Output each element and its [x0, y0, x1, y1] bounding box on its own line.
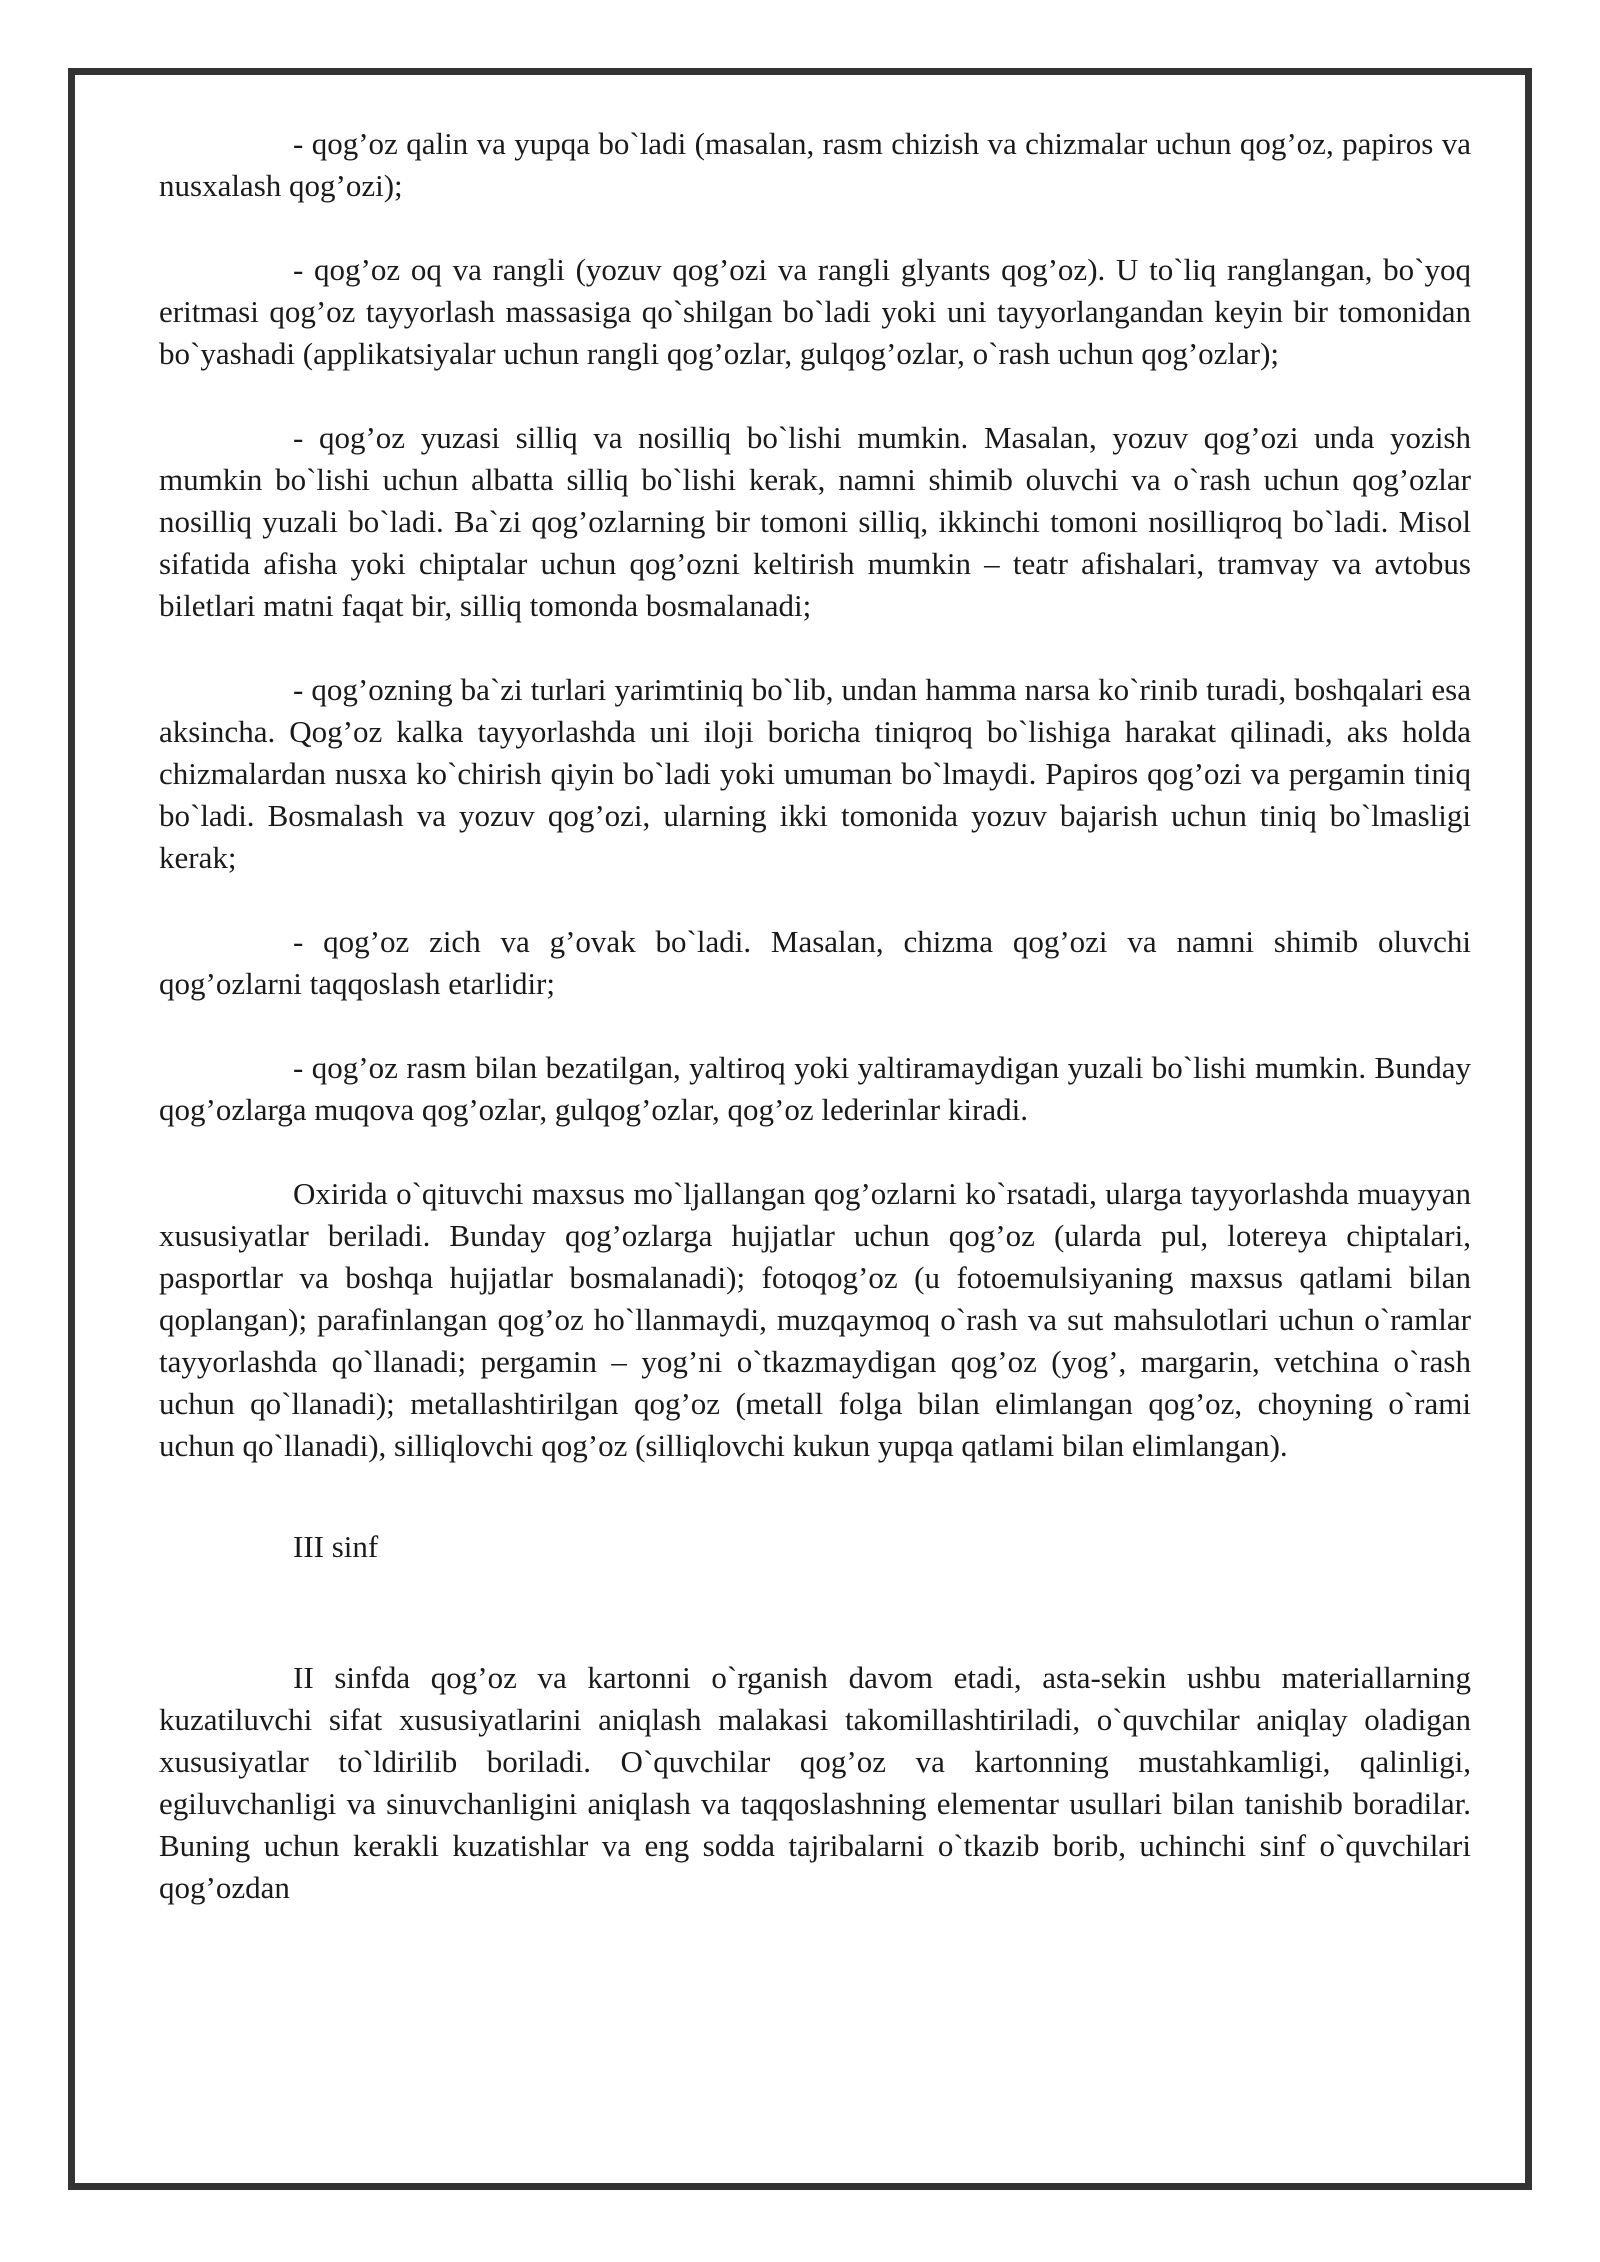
paragraph-paper-decorated: - qog’oz rasm bilan bezatilgan, yaltiroq yoki yaltiramaydigan yuzali bo`lishi mumkin. Bunday qog’ozlarga muqova qog’ozlar, gulqog’ozlar, qog’oz lederinlar kiradi.: [159, 1050, 1471, 1127]
paragraph-paper-transparency: - qog’ozning ba`zi turlari yarimtiniq bo`lib, undan hamma narsa ko`rinib turadi, boshqalari esa aksincha. Qog’oz kalka tayyorlashda uni iloji boricha tiniqroq bo`lishiga harakat qilinadi, aks holda chizmalardan nusxa ko`chirish qiyin bo`ladi yoki umuman bo`lmaydi. Papiros qog’ozi va pergamin tiniq bo`ladi. Bosmalash va yozuv qog’ozi, ularning ikki tomonida yozuv bajarish uchun tiniq bo`lmasligi kerak;: [159, 672, 1471, 875]
paragraph-grade-three: II sinfda qog’oz va kartonni o`rganish davom etadi, asta-sekin ushbu materiallarning kuzatiluvchi sifat xususiyatlarini aniqlash malakasi takomillashtiriladi, o`quvchilar aniqlay oladigan xususiyatlar to`ldirilib boriladi. O`quvchilar qog’oz va kartonning mustahkamligi, qalinligi, egiluvchanligi va sinuvchanligini aniqlash va taqqoslashning elementar usullari bilan tanishib boradilar. Buning uchun kerakli kuzatishlar va eng sodda tajribalarni o`tkazib borib, uchinchi sinf o`quvchilari qog’ozdan: [159, 1660, 1471, 1905]
paragraph-paper-density: - qog’oz zich va g’ovak bo`ladi. Masalan, chizma qog’ozi va namni shimib oluvchi qog’ozlarni taqqoslash etarlidir;: [159, 924, 1471, 1001]
paragraph-special-papers: Oxirida o`qituvchi maxsus mo`ljallangan qog’ozlarni ko`rsatadi, ularga tayyorlashda muayyan xususiyatlar beriladi. Bunday qog’ozlarga hujjatlar uchun qog’oz (ularda pul, lotereya chiptalari, pasportlar va boshqa hujjatlar bosmalanadi); fotoqog’oz (u fotoemulsiyaning maxsus qatlami bilan qoplangan); parafinlangan qog’oz ho`llanmaydi, muzqaymoq o`rash va sut mahsulotlari uchun o`ramlar tayyorlashda qo`llanadi; pergamin – yog’ni o`tkazmaydigan qog’oz (yog’, margarin, vetchina o`rash uchun qo`llanadi); metallashtirilgan qog’oz (metall folga bilan elimlangan qog’oz, choyning o`rami uchun qo`llanadi), silliqlovchi qog’oz (silliqlovchi kukun yupqa qatlami bilan elimlangan).: [159, 1176, 1471, 1463]
page-border: [68, 68, 1532, 2190]
section-heading: III sinf: [293, 1529, 379, 1564]
paragraph-paper-surface: - qog’oz yuzasi silliq va nosilliq bo`lishi mumkin. Masalan, yozuv qog’ozi unda yozish mumkin bo`lishi uchun albatta silliq bo`lishi kerak, namni shimib oluvchi va o`rash uchun qog’ozlar nosilliq yuzali bo`ladi. Ba`zi qog’ozlarning bir tomoni silliq, ikkinchi tomoni nosilliqroq bo`ladi. Misol sifatida afisha yoki chiptalar uchun qog’ozni keltirish mumkin – teatr afishalari, tramvay va avtobus biletlari matni faqat bir, silliq tomonda bosmalanadi;: [159, 420, 1471, 623]
document-body: [159, 123, 1471, 1951]
paragraph-paper-color: - qog’oz oq va rangli (yozuv qog’ozi va rangli glyants qog’oz). U to`liq ranglangan, bo`yoq eritmasi qog’oz tayyorlash massasiga qo`shilgan bo`ladi yoki uni tayyorlangandan keyin bir tomonidan bo`yashadi (applikatsiyalar uchun rangli qog’ozlar, gulqog’ozlar, o`rash uchun qog’ozlar);: [159, 252, 1471, 371]
paragraph-paper-thickness: - qog’oz qalin va yupqa bo`ladi (masalan, rasm chizish va chizmalar uchun qog’oz, papiros va nusxalash qog’ozi);: [159, 126, 1471, 203]
